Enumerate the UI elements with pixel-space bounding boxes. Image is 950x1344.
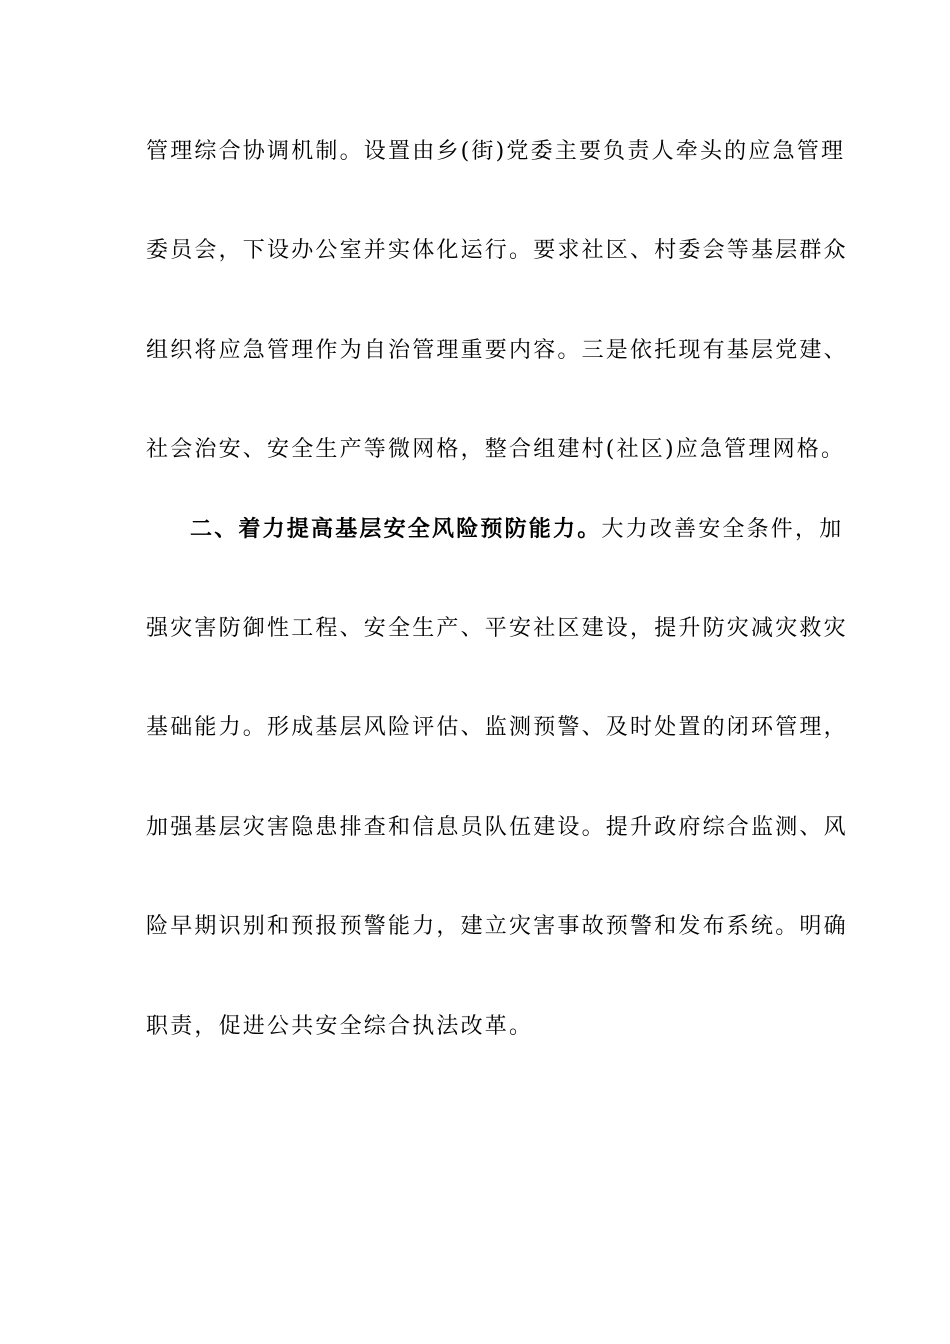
text-line: 管理综合协调机制。设置由乡(街)党委主要负责人牵头的应急管理 [146,139,846,164]
text-line: 险早期识别和预报预警能力，建立灾害事故预警和发布系统。明确 [146,914,848,939]
text-line: 委员会，下设办公室并实体化运行。要求社区、村委会等基层群众 [146,238,848,263]
text-line: 加强基层灾害隐患排查和信息员队伍建设。提升政府综合监测、风 [146,815,848,840]
text-line: 基础能力。形成基层风险评估、监测预警、及时处置的闭环管理， [146,715,848,740]
text-line: 强灾害防御性工程、安全生产、平安社区建设，提升防灾减灾救灾 [146,616,848,641]
text-line: 职责，促进公共安全综合执法改革。 [146,1014,534,1039]
text-line: 组织将应急管理作为自治管理重要内容。三是依托现有基层党建、 [146,338,848,363]
text-run: 大力改善安全条件，加 [601,517,844,542]
section-heading: 二、着力提高基层安全风险预防能力。 [190,516,602,542]
text-line: 社会治安、安全生产等微网格，整合组建村(社区)应急管理网格。 [146,437,846,462]
paragraph-first-line [190,514,850,544]
